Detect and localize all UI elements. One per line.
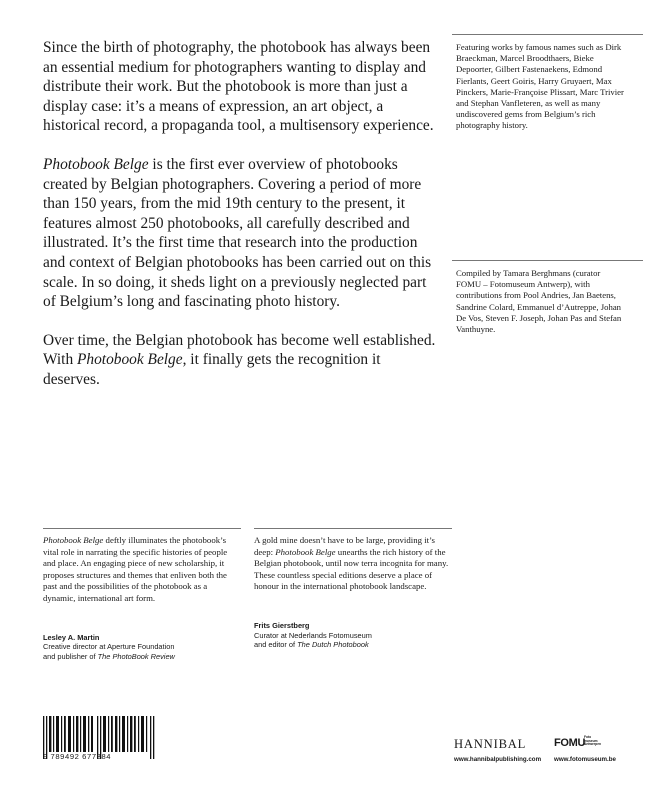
quote-divider bbox=[43, 528, 241, 529]
quote-text bbox=[254, 535, 452, 593]
author-role-2: and editor of bbox=[254, 640, 298, 650]
closing-start: Over time, the Belgian photobook has become well established. With bbox=[43, 331, 436, 369]
publisher-logo: HANNIBAL bbox=[454, 737, 527, 751]
compiled-text: Compiled by Tamara Berghmans (curator FOMU – Fotomuseum Antwerp), with contributions from Pool Andries, Jan Baetens, Sandrine Colard, Emmanuel d’Autreppe, Johan De Vos, Steven F. Joseph, Johan Pas and Stefan Vanthuyne. bbox=[456, 268, 622, 335]
quote-author bbox=[43, 633, 241, 662]
quote-body-start: A gold mine doesn’t have to be large, providing it’s deep: bbox=[254, 535, 435, 557]
publisher-url: www.hannibalpublishing.com bbox=[454, 756, 542, 763]
quote-body-text: deftly illuminates the photobook’s vital role in narrating the specific histories of people and place. An engaging piece of new scholarship, it proposes structures and themes that enliven both the past and the possibilities of the photobook as a dynamic, international art form. bbox=[43, 535, 228, 603]
publication-title: The Dutch Photobook bbox=[297, 640, 369, 650]
author-role: Curator at Nederlands Fotomuseum bbox=[254, 630, 372, 640]
author-role-2: and publisher of bbox=[43, 651, 98, 661]
quote-author bbox=[254, 621, 452, 650]
closing-paragraph bbox=[43, 331, 438, 390]
intro-paragraph: Since the birth of photography, the photobook has always been an essential medium for photographers wanting to display and distribute their work. But the photobook is more than just a display case: it’s a means of expression, an art object, a historical record, a propaganda tool, a multisensory experience. bbox=[43, 39, 434, 135]
closing-end: , it finally gets the recognition it deserves. bbox=[43, 351, 381, 388]
overview-text: is the first ever overview of photobooks created by Belgian photographers. Covering a period of more than 150 years, from the mid 19th century to the present, it features almost 250 photobooks, all carefully described and illustrated. It’s the first time that research into the production and context of Belgian photobooks has been carried out on this scale. In so doing, it sheds light on a previously neglected part of Belgium’s long and fascinating photo history. bbox=[43, 155, 432, 311]
quote-body-end: unearths the rich history of the Belgian photobook, until now terra incognita for many. These countless special editions deserve a place of honour in the international photobook landscape. bbox=[254, 546, 449, 592]
quote-gierstberg bbox=[254, 535, 452, 650]
publication-title: The PhotoBook Review bbox=[97, 651, 175, 661]
top-divider bbox=[452, 34, 643, 35]
middle-divider bbox=[452, 260, 643, 261]
overview-paragraph bbox=[43, 155, 438, 312]
main-description bbox=[43, 38, 438, 409]
museum-logo: FOMU bbox=[554, 737, 586, 749]
museum-url: www.fotomuseum.be bbox=[554, 756, 616, 763]
book-title: Photobook Belge bbox=[43, 535, 104, 545]
featuring-text: Featuring works by famous names such as Dirk Braeckman, Marcel Broodthaers, Bieke Depoorter, Gilbert Fastenaekens, Edmond Fierlants, Geert Goiris, Harry Gruyaert, Max Pinckers, Marie-Françoise Plissart, Marc Trivier and Stephan Vanfleteren, as well as many undiscovered gems from Belgium’s rich photography history. bbox=[456, 42, 624, 131]
quote-martin bbox=[43, 535, 241, 661]
isbn-number: 9 789492 677884 bbox=[43, 752, 112, 761]
book-title: Photobook Belge bbox=[275, 546, 336, 557]
quote-text bbox=[43, 535, 241, 605]
author-name: Frits Gierstberg bbox=[254, 620, 310, 630]
book-title: Photobook Belge bbox=[77, 351, 183, 369]
museum-logo-subtitle: Foto museum Antwerpen bbox=[584, 735, 602, 747]
quote-divider bbox=[254, 528, 452, 529]
author-role: Creative director at Aperture Foundation bbox=[43, 642, 175, 652]
book-title: Photobook Belge bbox=[43, 155, 149, 173]
author-name: Lesley A. Martin bbox=[43, 632, 100, 642]
